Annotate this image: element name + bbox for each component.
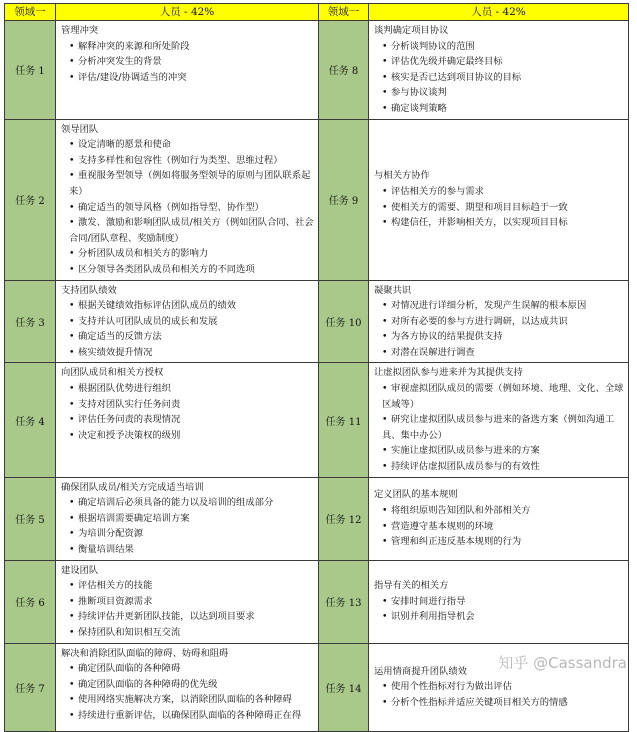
list-item bbox=[69, 215, 315, 246]
bullet-icon: • bbox=[69, 398, 75, 410]
task-content bbox=[369, 119, 629, 280]
list-item-text: 根据团队优势进行组织 bbox=[78, 383, 171, 395]
bullet-icon: • bbox=[382, 87, 388, 99]
table-row bbox=[5, 643, 629, 731]
task-label: 任务 14 bbox=[319, 643, 369, 731]
list-item-text: 推断项目资源需求 bbox=[78, 595, 153, 607]
list-item bbox=[69, 153, 315, 169]
task-content bbox=[56, 643, 319, 731]
bullet-icon: • bbox=[382, 520, 388, 532]
enabler-list bbox=[374, 679, 625, 710]
list-item-text: 对情况进行详细分析，发现产生误解的根本原因 bbox=[391, 300, 587, 312]
list-item-text: 分析谈判协议的范围 bbox=[391, 40, 475, 52]
list-item bbox=[382, 329, 625, 345]
list-item bbox=[382, 54, 625, 70]
header-people-right: 人员 - 42% bbox=[369, 4, 629, 21]
bullet-icon: • bbox=[382, 201, 388, 213]
list-item-text: 管理和纠正违反基本规则的行为 bbox=[391, 536, 522, 548]
task-content bbox=[56, 363, 319, 477]
list-item-text: 支持对团队实行任务问责 bbox=[78, 398, 181, 410]
bullet-icon: • bbox=[69, 331, 75, 343]
task-content bbox=[369, 363, 629, 477]
list-item-text: 重视服务型领导（例如将服务型领导的原则与团队联系起来） bbox=[69, 170, 311, 197]
enabler-list bbox=[61, 495, 315, 557]
bullet-icon: • bbox=[69, 201, 75, 213]
task-content bbox=[369, 643, 629, 731]
list-item-text: 评估相关方的参与需求 bbox=[391, 185, 484, 197]
list-item-text: 持续进行重新评估，以确保团队面临的各种障碍正在得 bbox=[78, 709, 302, 721]
enabler-list bbox=[374, 39, 625, 117]
table-row bbox=[5, 363, 629, 477]
list-item-text: 确定谈判策略 bbox=[391, 102, 447, 114]
list-item bbox=[69, 262, 315, 278]
list-item-text: 确定团队面临的各种障碍 bbox=[78, 663, 181, 675]
list-item bbox=[382, 594, 625, 610]
task-label: 任务 7 bbox=[5, 643, 56, 731]
header-row bbox=[5, 4, 629, 21]
list-item bbox=[69, 578, 315, 594]
list-item-text: 为培训分配资源 bbox=[78, 528, 144, 540]
list-item bbox=[382, 443, 625, 459]
watermark-text: 知乎 @Cassandra bbox=[498, 654, 627, 672]
list-item bbox=[69, 314, 315, 330]
list-item-text: 分析冲突发生的背景 bbox=[78, 56, 162, 68]
table-row bbox=[5, 560, 629, 643]
enabler-list bbox=[61, 298, 315, 360]
bullet-icon: • bbox=[382, 595, 388, 607]
task-title: 向团队成员和相关方授权 bbox=[61, 367, 164, 379]
list-item bbox=[382, 503, 625, 519]
bullet-icon: • bbox=[382, 217, 388, 229]
bullet-icon: • bbox=[69, 346, 75, 358]
bullet-icon: • bbox=[382, 461, 388, 473]
table-row bbox=[5, 119, 629, 280]
bullet-icon: • bbox=[69, 383, 75, 395]
list-item-text: 确定适当的领导风格（例如指导型、协作型） bbox=[78, 201, 264, 213]
list-item bbox=[382, 70, 625, 86]
task-label: 任务 6 bbox=[5, 560, 56, 643]
bullet-icon: • bbox=[382, 315, 388, 327]
task-content bbox=[369, 560, 629, 643]
header-domain-right: 领域一 bbox=[319, 4, 369, 21]
bullet-icon: • bbox=[69, 580, 75, 592]
enabler-list bbox=[61, 661, 315, 723]
header-domain-left: 领域一 bbox=[5, 4, 56, 21]
bullet-icon: • bbox=[382, 102, 388, 114]
bullet-icon: • bbox=[69, 544, 75, 555]
task-label: 任务 13 bbox=[319, 560, 369, 643]
task-label: 任务 2 bbox=[5, 119, 56, 280]
list-item bbox=[382, 200, 625, 216]
enabler-list bbox=[374, 381, 625, 475]
list-item bbox=[382, 85, 625, 101]
bullet-icon: • bbox=[69, 263, 75, 275]
task-title: 让虚拟团队参与进来并为其提供支持 bbox=[374, 367, 523, 379]
bullet-icon: • bbox=[69, 626, 75, 638]
list-item-text: 核实绩效提升情况 bbox=[78, 346, 153, 358]
list-item-text: 确定团队面临的各种障碍的优先级 bbox=[78, 678, 218, 690]
list-item-text: 根据关键绩效指标评估团队成员的绩效 bbox=[78, 300, 237, 312]
list-item bbox=[382, 534, 625, 550]
list-item-text: 对所有必要的参与方进行调研，以达成共识 bbox=[391, 315, 568, 327]
list-item bbox=[69, 692, 315, 708]
task-title: 指导有关的相关方 bbox=[374, 580, 449, 592]
list-item bbox=[382, 695, 625, 711]
table-row bbox=[5, 477, 629, 560]
bullet-icon: • bbox=[69, 663, 75, 675]
task-title: 确保团队成员/相关方完成适当培训 bbox=[61, 481, 204, 493]
bullet-icon: • bbox=[69, 170, 75, 182]
bullet-icon: • bbox=[69, 709, 75, 721]
task-title: 谈判确定项目协议 bbox=[374, 25, 449, 36]
list-item-text: 区分领导各类团队成员和相关方的不同选项 bbox=[78, 263, 255, 275]
list-item-text: 识别并利用指导机会 bbox=[391, 611, 475, 623]
task-title: 解决和消除团队面临的障碍、妨碍和阻碍 bbox=[61, 647, 229, 659]
list-item-text: 核实是否已达到项目协议的目标 bbox=[391, 71, 522, 83]
list-item-text: 使相关方的需要、期望和项目目标趋于一致 bbox=[391, 201, 568, 213]
list-item bbox=[69, 329, 315, 345]
table-row bbox=[5, 280, 629, 363]
task-label: 任务 8 bbox=[319, 21, 369, 120]
header-people-left: 人员 - 42% bbox=[56, 4, 319, 21]
list-item bbox=[382, 345, 625, 361]
list-item-text: 设定清晰的愿景和使命 bbox=[78, 139, 171, 151]
list-item bbox=[382, 679, 625, 695]
task-title: 运用情商提升团队绩效 bbox=[374, 665, 467, 677]
list-item-text: 衡量培训结果 bbox=[78, 544, 134, 555]
enabler-list bbox=[61, 381, 315, 443]
bullet-icon: • bbox=[69, 154, 75, 166]
bullet-icon: • bbox=[69, 414, 75, 426]
bullet-icon: • bbox=[382, 414, 388, 426]
list-item bbox=[69, 542, 315, 558]
bullet-icon: • bbox=[69, 248, 75, 260]
list-item-text: 对潜在误解进行调查 bbox=[391, 346, 475, 358]
list-item-text: 实施让虚拟团队成员参与进来的方案 bbox=[391, 445, 540, 457]
enabler-list bbox=[374, 298, 625, 360]
task-content bbox=[369, 280, 629, 363]
domain-table bbox=[4, 3, 629, 732]
list-item-text: 决定和授予决策权的级别 bbox=[78, 429, 181, 441]
bullet-icon: • bbox=[382, 681, 388, 693]
list-item bbox=[69, 677, 315, 693]
table-row bbox=[5, 21, 629, 120]
list-item-text: 研究让虚拟团队成员参与进来的备选方案（例如沟通工具、集中办公） bbox=[382, 414, 615, 441]
list-item-text: 营造遵守基本规则的环境 bbox=[391, 520, 494, 532]
bullet-icon: • bbox=[69, 71, 75, 83]
task-content bbox=[56, 280, 319, 363]
bullet-icon: • bbox=[382, 346, 388, 358]
enabler-list bbox=[61, 39, 315, 86]
list-item bbox=[382, 215, 625, 231]
list-item-text: 使用个性指标对行为做出评估 bbox=[391, 681, 512, 693]
task-label: 任务 5 bbox=[5, 477, 56, 560]
list-item bbox=[69, 609, 315, 625]
task-title: 管理冲突 bbox=[61, 25, 99, 36]
bullet-icon: • bbox=[382, 383, 388, 395]
list-item-text: 分析团队成员和相关方的影响力 bbox=[78, 248, 209, 260]
task-label: 任务 12 bbox=[319, 477, 369, 560]
list-item bbox=[69, 381, 315, 397]
list-item-text: 审视虚拟团队成员的需要（例如环境、地理、文化、全球区域等） bbox=[382, 383, 624, 410]
task-title: 凝聚共识 bbox=[374, 284, 412, 296]
bullet-icon: • bbox=[69, 528, 75, 540]
list-item bbox=[382, 609, 625, 625]
list-item bbox=[382, 298, 625, 314]
bullet-icon: • bbox=[69, 512, 75, 524]
task-content bbox=[56, 119, 319, 280]
list-item bbox=[382, 101, 625, 117]
list-item-text: 分析个性指标并适应关键项目相关方的情感 bbox=[391, 696, 568, 708]
list-item bbox=[69, 246, 315, 262]
table-body bbox=[5, 21, 629, 732]
list-item-text: 评估任务问责的表现情况 bbox=[78, 414, 181, 426]
task-title: 领导团队 bbox=[61, 123, 99, 135]
list-item bbox=[69, 412, 315, 428]
list-item-text: 支持并认可团队成员的成长和发展 bbox=[78, 315, 218, 327]
task-label: 任务 10 bbox=[319, 280, 369, 363]
bullet-icon: • bbox=[69, 217, 75, 229]
task-title: 与相关方协作 bbox=[374, 170, 430, 182]
bullet-icon: • bbox=[382, 40, 388, 52]
bullet-icon: • bbox=[69, 694, 75, 706]
list-item-text: 确定培训后必须具备的能力以及培训的组成部分 bbox=[78, 497, 274, 509]
task-content bbox=[56, 21, 319, 120]
list-item-text: 持续评估并更新团队技能，以达到项目要求 bbox=[78, 611, 255, 623]
list-item-text: 将组织原则告知团队和外部相关方 bbox=[391, 505, 531, 517]
task-label: 任务 11 bbox=[319, 363, 369, 477]
list-item bbox=[69, 511, 315, 527]
enabler-list bbox=[374, 594, 625, 625]
list-item bbox=[382, 519, 625, 535]
list-item bbox=[69, 625, 315, 641]
list-item bbox=[69, 168, 315, 199]
bullet-icon: • bbox=[382, 696, 388, 708]
list-item-text: 评估/建设/协调适当的冲突 bbox=[78, 71, 187, 83]
bullet-icon: • bbox=[382, 505, 388, 517]
list-item-text: 支持多样性和包容性（例如行为类型、思维过程） bbox=[78, 154, 283, 166]
bullet-icon: • bbox=[382, 300, 388, 312]
list-item-text: 评估优先级并确定最终目标 bbox=[391, 56, 503, 68]
list-item-text: 安排时间进行指导 bbox=[391, 595, 466, 607]
list-item-text: 为各方协议的结果提供支持 bbox=[391, 331, 503, 343]
task-title: 支持团队绩效 bbox=[61, 284, 117, 296]
list-item-text: 保持团队和知识相互交流 bbox=[78, 626, 181, 638]
task-label: 任务 3 bbox=[5, 280, 56, 363]
task-title: 定义团队的基本规则 bbox=[374, 489, 458, 501]
list-item bbox=[69, 298, 315, 314]
bullet-icon: • bbox=[382, 56, 388, 68]
list-item bbox=[69, 345, 315, 361]
enabler-list bbox=[61, 578, 315, 640]
list-item bbox=[69, 594, 315, 610]
list-item bbox=[69, 137, 315, 153]
list-item bbox=[69, 708, 315, 724]
list-item bbox=[382, 459, 625, 475]
list-item-text: 参与协议谈判 bbox=[391, 87, 447, 99]
bullet-icon: • bbox=[69, 40, 75, 52]
list-item bbox=[382, 39, 625, 55]
list-item-text: 构建信任，并影响相关方，以实现项目目标 bbox=[391, 217, 568, 229]
list-item-text: 激发、激励和影响团队成员/相关方（例如团队合同、社会合同/团队章程、奖励制度） bbox=[69, 217, 314, 244]
task-content bbox=[369, 477, 629, 560]
list-item bbox=[69, 54, 315, 70]
bullet-icon: • bbox=[382, 536, 388, 548]
list-item bbox=[69, 526, 315, 542]
bullet-icon: • bbox=[382, 445, 388, 457]
task-content bbox=[56, 477, 319, 560]
list-item bbox=[382, 184, 625, 200]
bullet-icon: • bbox=[69, 497, 75, 509]
list-item bbox=[69, 70, 315, 86]
list-item bbox=[382, 381, 625, 412]
bullet-icon: • bbox=[69, 429, 75, 441]
task-content bbox=[56, 560, 319, 643]
bullet-icon: • bbox=[69, 139, 75, 151]
list-item bbox=[69, 200, 315, 216]
task-title: 建设团队 bbox=[61, 564, 99, 576]
list-item bbox=[69, 39, 315, 55]
bullet-icon: • bbox=[382, 331, 388, 343]
list-item-text: 使用网络实施解决方案，以消除团队面临的各种障碍 bbox=[78, 694, 292, 706]
bullet-icon: • bbox=[382, 185, 388, 197]
task-label: 任务 1 bbox=[5, 21, 56, 120]
bullet-icon: • bbox=[69, 315, 75, 327]
list-item bbox=[382, 412, 625, 443]
list-item bbox=[382, 314, 625, 330]
enabler-list bbox=[61, 137, 315, 277]
bullet-icon: • bbox=[69, 300, 75, 312]
list-item-text: 评估相关方的技能 bbox=[78, 580, 153, 592]
list-item-text: 解释冲突的来源和所处阶段 bbox=[78, 40, 190, 52]
enabler-list bbox=[374, 184, 625, 231]
bullet-icon: • bbox=[69, 611, 75, 623]
list-item bbox=[69, 428, 315, 444]
list-item bbox=[69, 397, 315, 413]
list-item-text: 根据培训需要确定培训方案 bbox=[78, 512, 190, 524]
bullet-icon: • bbox=[69, 678, 75, 690]
task-label: 任务 9 bbox=[319, 119, 369, 280]
bullet-icon: • bbox=[382, 71, 388, 83]
bullet-icon: • bbox=[382, 611, 388, 623]
task-label: 任务 4 bbox=[5, 363, 56, 477]
bullet-icon: • bbox=[69, 595, 75, 607]
list-item-text: 确定适当的反馈方法 bbox=[78, 331, 162, 343]
list-item-text: 持续评估虚拟团队成员参与的有效性 bbox=[391, 461, 540, 473]
bullet-icon: • bbox=[69, 56, 75, 68]
task-content bbox=[369, 21, 629, 120]
enabler-list bbox=[374, 503, 625, 550]
list-item bbox=[69, 661, 315, 677]
list-item bbox=[69, 495, 315, 511]
